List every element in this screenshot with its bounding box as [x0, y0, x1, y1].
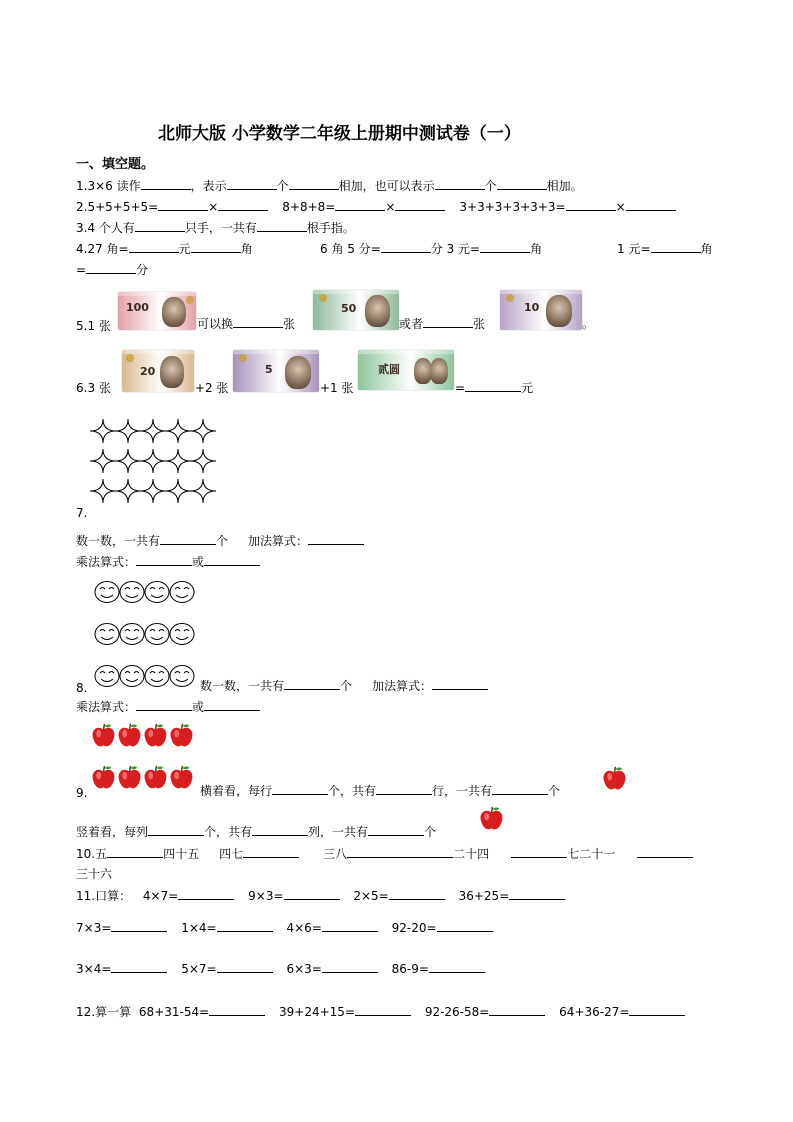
smiley-icon — [170, 624, 194, 645]
question-2: 2.5+5+5+5= × 8+8+8= × 3+3+3+3+3+3= × — [76, 199, 676, 215]
question-8-count: 数一数，一共有 个 加法算式： — [200, 678, 488, 694]
star-icon — [90, 419, 116, 443]
star-icon — [115, 449, 141, 473]
question-10-line2: 三十六 — [76, 867, 113, 881]
smiley-icon — [170, 582, 194, 603]
question-12: 12.算一算 68+31-54= 39+24+15= 92-26-58= 64+36-27= — [76, 1004, 685, 1020]
question-6-prefix: 6.3 张 — [76, 381, 111, 395]
question-7-number: 7. — [76, 506, 88, 520]
smiley-icon — [145, 666, 169, 687]
apples-grid-image — [90, 722, 200, 792]
question-9-number: 9. — [76, 786, 88, 800]
star-icon — [165, 419, 191, 443]
question-6-result: = 元 — [455, 381, 534, 395]
section-heading: 一、填空题。 — [76, 157, 155, 172]
question-10-line1: 10.五 四十五 四七 三八 二十四 七二十一 — [76, 846, 693, 862]
smiley-icon — [95, 582, 119, 603]
question-4-line1: 4.27 角= 元 角 — [76, 242, 253, 256]
star-icon — [140, 449, 166, 473]
star-icon — [115, 419, 141, 443]
question-5-end: 。 — [582, 317, 595, 331]
question-11-row1: 11.口算： 4×7= 9×3= 2×5= 36+25= — [76, 888, 565, 904]
question-4-part3: 1 元= 角 — [617, 242, 713, 256]
apple-icon — [142, 764, 169, 791]
question-9-rows: 横着看，每行 个，共有 行，一共有 个 — [200, 784, 561, 798]
apple-icon — [90, 722, 117, 749]
apple-icon — [478, 805, 505, 835]
banknote-10-image: 10 — [500, 290, 582, 330]
apple-icon — [142, 722, 169, 749]
banknote-100-image: 100 — [118, 292, 196, 330]
smiley-icon — [95, 624, 119, 645]
question-3: 3.4 个人有 只手，一共有 根手指。 — [76, 221, 355, 235]
star-icon — [165, 449, 191, 473]
question-11-row3: 3×4= 5×7= 6×3= 86-9= — [76, 961, 485, 977]
question-5-mid: 可以换 张 — [197, 317, 296, 331]
apple-icon — [90, 764, 117, 791]
smileys-grid-image — [94, 580, 200, 690]
smiley-icon — [95, 666, 119, 687]
apple-icon — [116, 722, 143, 749]
star-icon — [90, 479, 116, 503]
star-icon — [140, 419, 166, 443]
star-icon — [140, 479, 166, 503]
page-title: 北师大版 小学数学二年级上册期中测试卷（一） — [158, 124, 521, 144]
star-icon — [190, 419, 216, 443]
apple-icon — [168, 764, 195, 791]
question-4-part2: 6 角 5 分= 分 3 元= 角 — [320, 242, 543, 256]
question-1: 1.3×6 读作 ，表示 个 相加，也可以表示 个 相加。 — [76, 179, 583, 193]
stars-grid-image — [90, 416, 216, 506]
question-11-row2: 7×3= 1×4= 4×6= 92-20= — [76, 920, 493, 936]
banknote-50-image: 50 — [313, 290, 399, 330]
smiley-icon — [120, 666, 144, 687]
star-icon — [115, 479, 141, 503]
question-8-multiply: 乘法算式： 或 — [76, 699, 260, 715]
smiley-icon — [120, 582, 144, 603]
star-icon — [165, 479, 191, 503]
smiley-icon — [170, 666, 194, 687]
question-8-number: 8. — [76, 681, 88, 695]
smiley-icon — [145, 582, 169, 603]
apple-icon — [601, 765, 628, 795]
star-icon — [190, 479, 216, 503]
question-6-plus1: +1 张 — [320, 381, 354, 395]
apple-icon — [168, 722, 195, 749]
banknote-5-image: 5 — [233, 350, 319, 392]
apple-icon — [116, 764, 143, 791]
question-5-prefix: 5.1 张 — [76, 319, 111, 333]
banknote-20-image: 20 — [122, 350, 194, 392]
apple-icon — [601, 765, 628, 792]
question-7-multiply: 乘法算式： 或 — [76, 554, 260, 570]
banknote-2-image: 贰圆 — [358, 350, 454, 390]
star-icon — [90, 449, 116, 473]
smiley-icon — [145, 624, 169, 645]
question-5-alt: 或者 张 — [399, 317, 486, 331]
smiley-icon — [120, 624, 144, 645]
question-7-count: 数一数，一共有 个 加法算式： — [76, 533, 364, 549]
apple-icon — [478, 805, 505, 832]
question-4-line2: = 分 — [76, 263, 149, 277]
star-icon — [190, 449, 216, 473]
question-9-columns: 竖着看，每列 个，共有 列，一共有 个 — [76, 825, 437, 839]
question-6-plus2: +2 张 — [195, 381, 229, 395]
